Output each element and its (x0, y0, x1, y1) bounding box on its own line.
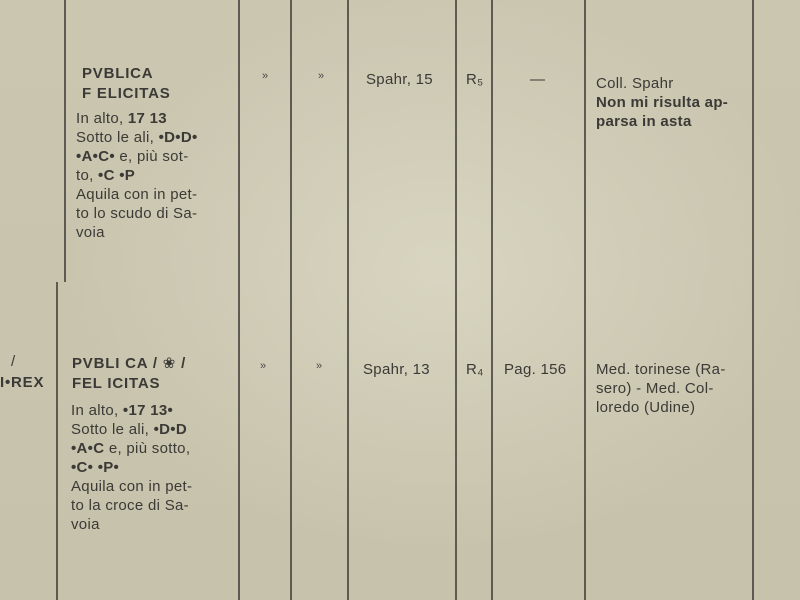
description-line: In alto, •17 13• (71, 402, 174, 419)
description-line: Sotto le ali, •D•D (71, 421, 187, 438)
column-rule (491, 0, 493, 600)
column-rule (64, 0, 66, 282)
entry-1-title (82, 64, 171, 104)
ditto-mark: » (316, 360, 323, 372)
description-line: to, •C •P (76, 167, 136, 184)
description-line: •A•C• e, più sot- (76, 148, 189, 165)
column-rule (455, 0, 457, 600)
entry-2-reference: Spahr, 13 (363, 361, 430, 378)
title-line: FEL ICITAS (72, 375, 161, 392)
notes-line: Coll. Spahr (596, 75, 674, 92)
description-line: Aquila con in pet- (76, 186, 198, 203)
column-rule (56, 282, 58, 600)
description-line: Aquila con in pet- (71, 478, 193, 495)
entry-1-description (76, 109, 198, 242)
entry-1-page-ref: — (530, 71, 546, 88)
ditto-mark: » (318, 70, 325, 82)
description-line: •A•C e, più sotto, (71, 440, 191, 457)
notes-line: Med. torinese (Ra- (596, 361, 726, 378)
description-line: to la croce di Sa- (71, 497, 189, 514)
title-line: F ELICITAS (82, 85, 171, 102)
notes-line: Non mi risulta ap- (596, 94, 729, 111)
entry-2-left-mark: / (11, 353, 16, 370)
column-rule (752, 0, 754, 600)
description-line: to lo scudo di Sa- (76, 205, 198, 222)
entry-2-notes (596, 360, 726, 417)
column-rule (347, 0, 349, 600)
entry-2-title (72, 354, 186, 394)
column-rule (238, 0, 240, 600)
entry-1-rarity: R₅ (466, 71, 484, 88)
entry-1-notes (596, 74, 728, 131)
entry-2-left-label: I•REX (0, 374, 45, 391)
notes-line: loredo (Udine) (596, 399, 696, 416)
notes-line: parsa in asta (596, 113, 692, 130)
description-line: voia (76, 224, 105, 241)
title-line: PVBLI CA / ❀ / (72, 355, 187, 372)
description-line: Sotto le ali, •D•D• (76, 129, 198, 146)
notes-line: sero) - Med. Col- (596, 380, 714, 397)
title-line: PVBLICA (82, 65, 154, 82)
description-line: •C• •P• (71, 459, 120, 476)
column-rule (290, 0, 292, 600)
column-rule (584, 0, 586, 600)
entry-2-description (71, 401, 192, 534)
description-line: In alto, 17 13 (76, 110, 167, 127)
ditto-mark: » (260, 360, 267, 372)
ditto-mark: » (262, 70, 269, 82)
description-line: voia (71, 516, 100, 533)
entry-1-reference: Spahr, 15 (366, 71, 433, 88)
entry-2-page-ref: Pag. 156 (504, 361, 567, 378)
entry-2-rarity: R₄ (466, 361, 484, 378)
